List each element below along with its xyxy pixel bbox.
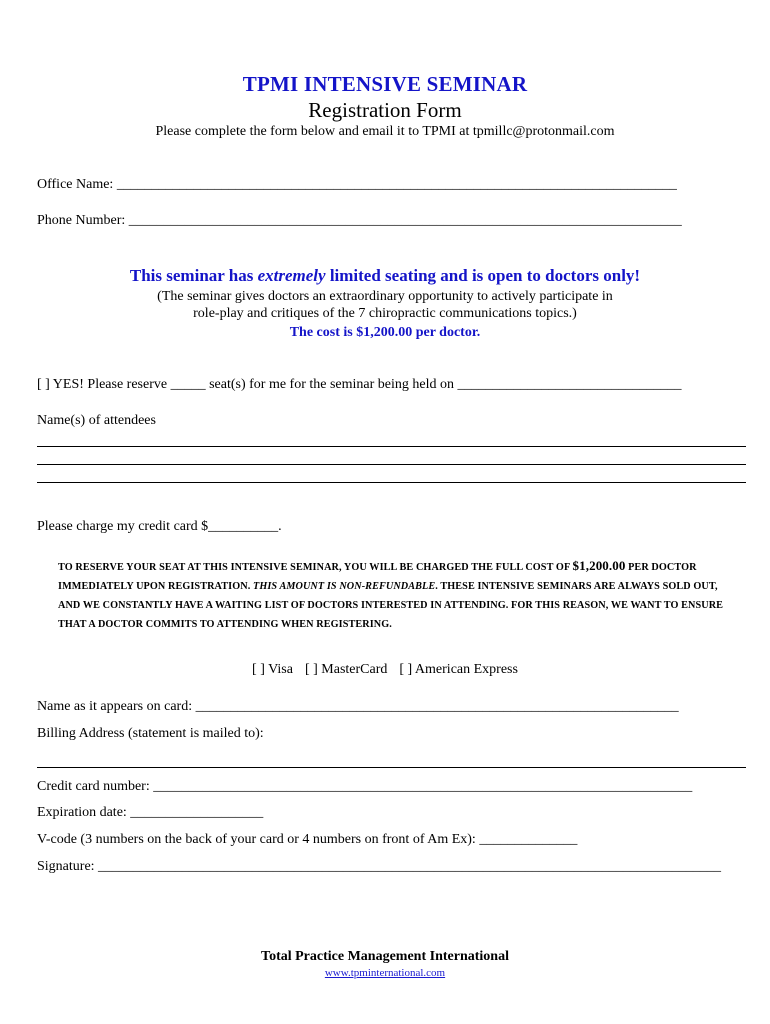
seminar-description-line-2: role-play and critiques of the 7 chiropractic communications topics.) [193,306,577,321]
reserve-seats-field[interactable]: [ ] YES! Please reserve _____ seat(s) for me for the seminar being held on ________________________________ [37,377,682,392]
footer-organization: Total Practice Management International [261,949,509,964]
attendees-label: Name(s) of attendees [37,413,156,428]
billing-address-line[interactable] [37,767,746,768]
name-on-card-field[interactable]: Name as it appears on card: _____________________________________________________________________ [37,699,679,714]
policy-part-3: . THESE INTENSIVE SEMINARS ARE ALWAYS SOLD OUT, AND WE CONSTANTLY HAVE A WAITING LIST OF DOCTORS INTERESTED IN ATTENDING. FOR THIS REASON, WE WANT TO ENSURE THAT A DOCTOR COMMITS TO ATTENDING WHEN REGISTERING. [58,581,724,630]
card-number-field[interactable]: Credit card number: _____________________________________________________________________________ [37,779,693,794]
form-instructions: Please complete the form below and email it to TPMI at tpmillc@protonmail.com [155,124,615,139]
mastercard-checkbox[interactable]: [ ] MasterCard [304,662,388,677]
office-name-field[interactable]: Office Name: ________________________________________________________________________________ [37,177,677,192]
charge-amount-field[interactable]: Please charge my credit card $__________. [37,519,282,534]
notice-emphasis: extremely [257,266,326,285]
signature-field[interactable]: Signature: _________________________________________________________________________________________ [37,859,722,874]
form-title: TPMI INTENSIVE SEMINAR [242,72,528,96]
policy-part-2: PER DOCTOR IMMEDIATELY UPON REGISTRATION. [58,562,697,592]
payment-policy [58,556,726,634]
billing-address-label: Billing Address (statement is mailed to): [37,726,264,741]
footer-website-link[interactable]: www.tpminternational.com [324,967,446,979]
visa-checkbox[interactable]: [ ] Visa [252,662,293,677]
notice-pre: This seminar has [129,266,258,285]
seating-notice [0,266,770,286]
phone-number-field[interactable]: Phone Number: _______________________________________________________________________________ [37,213,682,228]
seminar-description-line-1: (The seminar gives doctors an extraordinary opportunity to actively participate in [157,289,613,304]
attendee-line-2[interactable] [37,464,746,465]
policy-nonrefundable: THIS AMOUNT IS NON-REFUNDABLE [253,581,436,592]
amex-checkbox[interactable]: [ ] American Express [399,662,518,677]
attendee-line-1[interactable] [37,446,746,447]
expiration-date-field[interactable]: Expiration date: ___________________ [37,805,264,820]
policy-part-1: TO RESERVE YOUR SEAT AT THIS INTENSIVE SEMINAR, YOU WILL BE CHARGED THE FULL COST OF [58,562,573,573]
card-type-options [0,662,770,678]
notice-post: limited seating and is open to doctors only! [325,266,641,285]
vcode-field[interactable]: V-code (3 numbers on the back of your card or 4 numbers on front of Am Ex): ______________ [37,832,578,847]
form-subtitle: Registration Form [308,98,462,122]
policy-amount: $1,200.00 [572,558,626,573]
attendee-line-3[interactable] [37,482,746,483]
seminar-cost: The cost is $1,200.00 per doctor. [289,325,481,340]
